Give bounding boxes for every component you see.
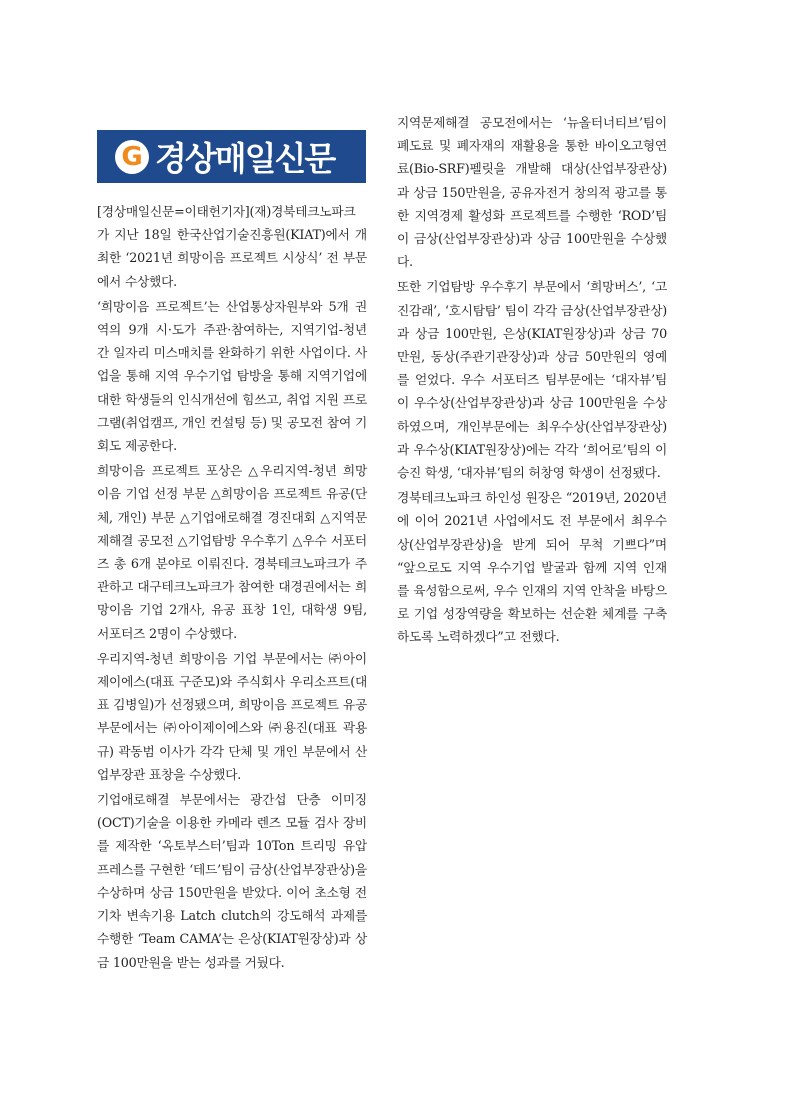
article-left-column [97,200,367,976]
paragraph: 기업애로해결 부문에서는 광간섭 단층 이미징(OCT)기술을 이용한 카메라 렌즈 모듈 검사 장비를 제작한 ‘옥토부스터’팀과 10Ton 트리밍 유압프레스를 구현한 ‘테드’팀이 금상(산업부장관상)을 수상하며 상금 150만원을 받았다. 이어 초소형 전기차 변속기용 Latch clutch의 강도해석 과제를 수행한 ‘Team CAMA’는 은상(KIAT원장상)과 상금 100만원을 받는 성과를 거뒀다. [97,792,367,970]
paragraph-quote: 경북테크노파크 하인성 원장은 “2019년, 2020년에 이어 2021년 사업에서도 전 부문에서 최우수상(산업부장관상)을 받게 되어 무척 기쁘다”며 “앞으로도 지역 우수기업 발굴과 함께 지역 인재를 육성함으로써, 우수 인재의 지역 안착을 바탕으로 기업 성장역량을 확보하는 선순환 체계를 구축하도록 노력하겠다”고 전했다. [397,490,667,645]
paragraph: ‘희망이음 프로젝트’는 산업통상자원부와 5개 권역의 9개 시·도가 주관·참여하는, 지역기업-청년 간 일자리 미스매치를 완화하기 위한 사업이다. 사업을 통해 지역 우수기업 탐방을 통해 지역기업에 대한 학생들의 인식개선에 힘쓰고, 취업 지원 프로그램(취업캠프, 개인 컨설팅 등) 및 공모전 참여 기회도 제공한다. [97,298,367,454]
article-right-column [397,111,667,651]
paragraph-lead: [경상매일신문=이태헌기자](재)경북테크노파크가 지난 18일 한국산업기술진흥원(KIAT)에서 개최한 ‘2021년 희망이음 프로젝트 시상식’ 전 부문에서 수상했다. [97,204,367,289]
logo-text: 경상매일신문 [155,139,335,178]
paragraph: 희망이음 프로젝트 포상은 △우리지역-청년 희망이음 기업 선정 부문 △희망이음 프로젝트 유공(단체, 개인) 부문 △기업애로해결 경진대회 △지역문제해결 공모전 △기업탐방 우수후기 △우수 서포터즈 총 6개 분야로 이뤄진다. 경북테크노파크가 주관하고 대구테크노파크가 참여한 대경권에서는 희망이음 기업 2개사, 유공 표창 1인, 대학생 9팀, 서포터즈 2명이 수상했다. [97,463,367,641]
paragraph: 우리지역-청년 희망이음 기업 부문에서는 ㈜아이제이에스(대표 구준모)와 주식회사 우리소프트(대표 김병일)가 선정됐으며, 희망이음 프로젝트 유공 부문에서는 ㈜아이제이에스와 ㈜용진(대표 곽용규) 곽동범 이사가 각각 단체 및 개인 부문에서 산업부장관 표창을 수상했다. [97,650,367,782]
paragraph: 지역문제해결 공모전에서는 ‘뉴올터너티브’팀이 폐도료 및 폐자재의 재활용을 통한 바이오고형연료(Bio-SRF)펠릿을 개발해 대상(산업부장관상)과 상금 150만원을, 공유자전거 창의적 광고를 통한 지역경제 활성화 프로젝트를 수행한 ‘ROD’팀이 금상(산업부장관상)과 상금 100만원을 수상했다. [397,115,667,270]
logo-g-icon: G [115,140,149,174]
paragraph: 또한 기업탐방 우수후기 부문에서 ‘희망버스’, ‘고진감래’, ‘호시탐탐’ 팀이 각각 금상(산업부장관상)과 상금 100만원, 은상(KIAT원장상)과 상금 70만원, 동상(주관기관장상)과 상금 50만원의 영예를 얻었다. 우수 서포터즈 팀부문에는 ‘대자뷰’팀이 우수상(산업부장관상)과 상금 100만원을 수상하였으며, 개인부문에는 최우수상(산업부장관상)과 우수상(KIAT원장상)에는 각각 ‘희어로’팀의 이승진 학생, ‘대자뷰’팀의 허창영 학생이 선정됐다. [397,279,667,481]
newspaper-logo [97,130,366,183]
